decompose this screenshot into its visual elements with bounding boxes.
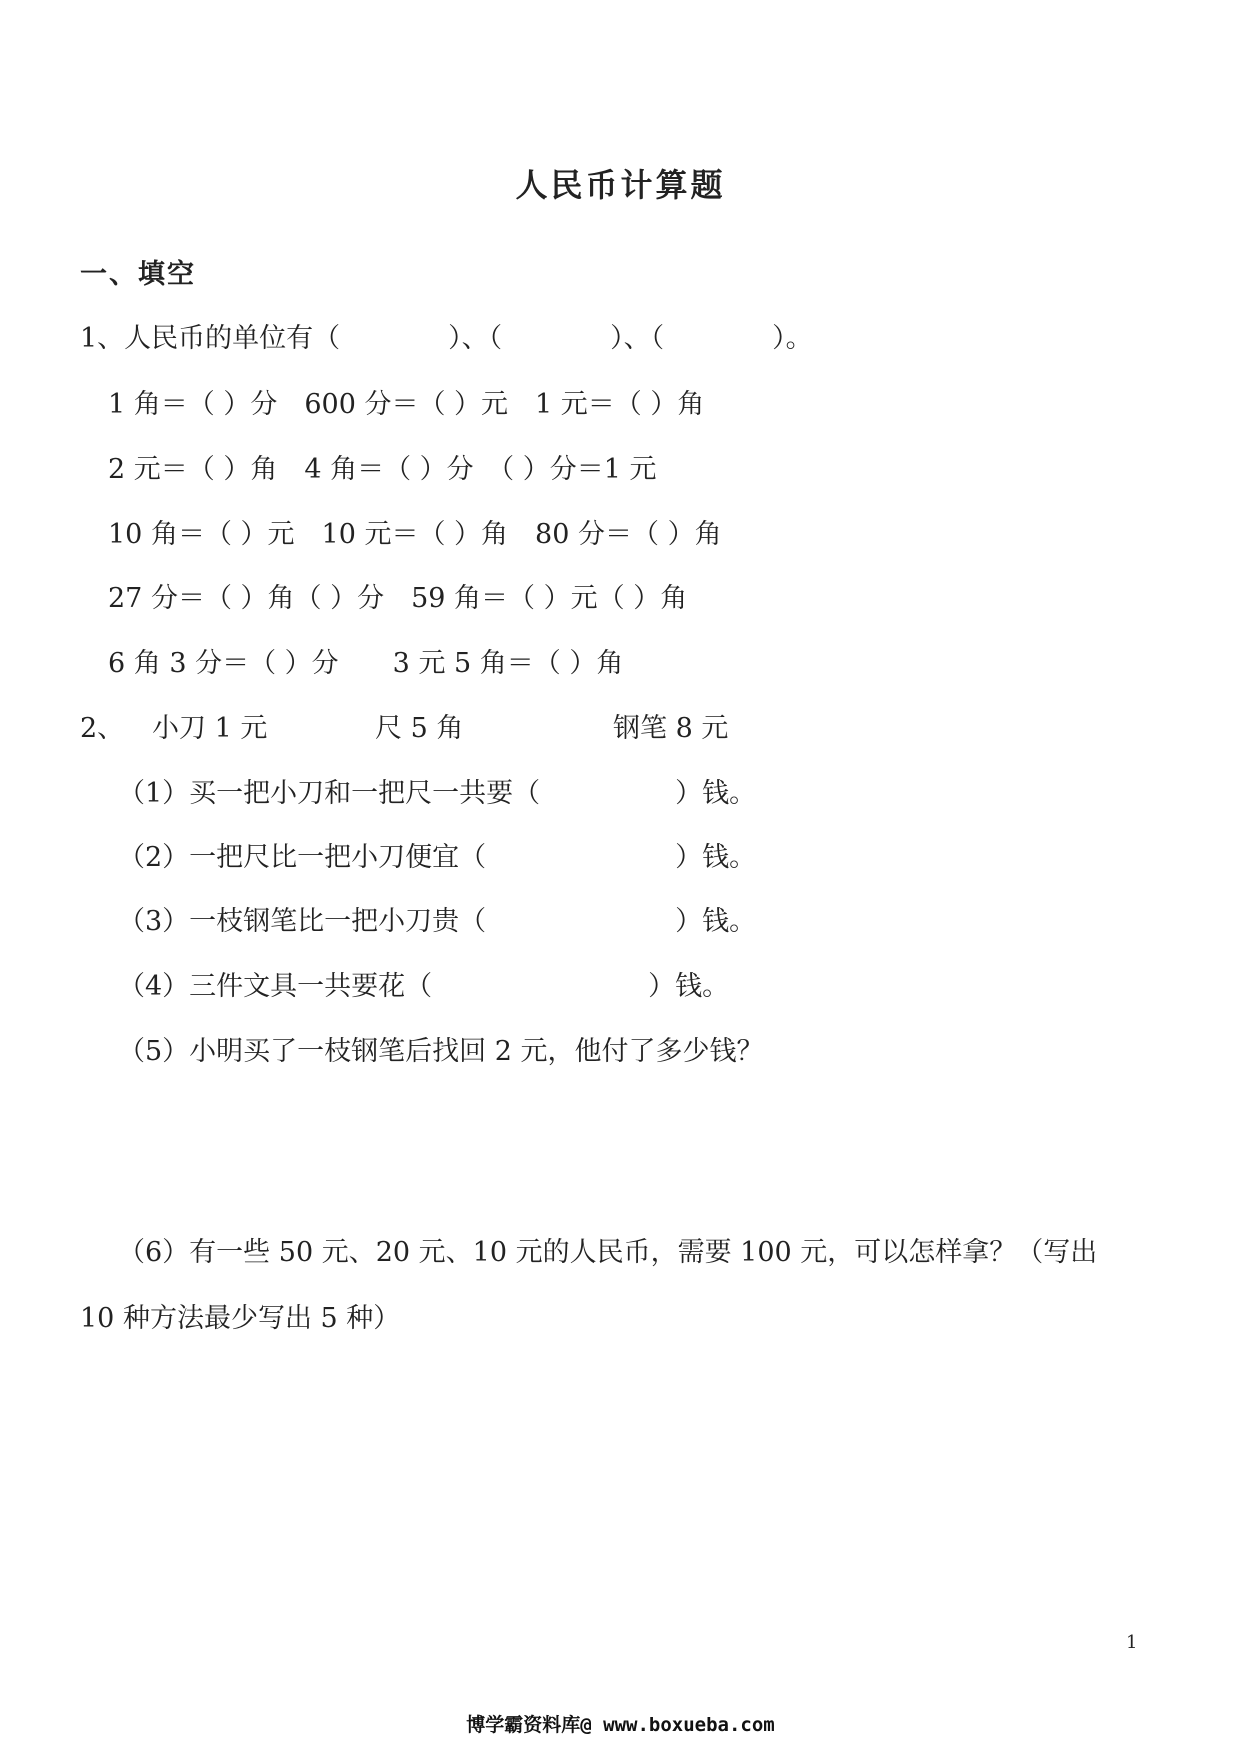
question-2-sub-6-line-1: （6）有一些 50 元、20 元、10 元的人民币，需要 100 元，可以怎样拿？（写出 (118, 1237, 1098, 1268)
question-1-line: 10 角＝（ ）元 10 元＝（ ）角 80 分＝（ ）角 (108, 519, 722, 550)
item-ruler-price: 尺 5 角 (375, 713, 464, 744)
item-pen-price: 钢笔 8 元 (613, 713, 729, 744)
question-1-line: 6 角 3 分＝（ ）分 3 元 5 角＝（ ）角 (108, 648, 624, 679)
question-1-line: 2 元＝（ ）角 4 角＝（ ）分 （ ）分＝1 元 (108, 454, 657, 485)
footer-watermark: 博学霸资料库@ www.boxueba.com (466, 1714, 775, 1736)
item-knife-price: 小刀 1 元 (152, 713, 268, 744)
question-2-number: 2、 (80, 713, 125, 744)
question-2-sub: （3）一枝钢笔比一把小刀贵（ ）钱。 (118, 906, 757, 937)
page-number: 1 (1126, 1632, 1138, 1653)
question-1-stem: 1、人民币的单位有（ ）、（ ）、（ ）。 (80, 323, 813, 354)
question-2-sub: （5）小明买了一枝钢笔后找回 2 元，他付了多少钱？ (118, 1036, 764, 1067)
question-2-sub-6-line-2: 10 种方法最少写出 5 种） (80, 1303, 401, 1334)
question-2-sub: （2）一把尺比一把小刀便宜（ ）钱。 (118, 842, 757, 873)
page-title: 人民币计算题 (515, 166, 726, 204)
question-2-sub: （4）三件文具一共要花（ ）钱。 (118, 971, 730, 1002)
question-2-sub: （1）买一把小刀和一把尺一共要（ ）钱。 (118, 778, 757, 809)
section-heading: 一、填空 (80, 259, 196, 290)
question-1-line: 1 角＝（ ）分 600 分＝（ ）元 1 元＝（ ）角 (108, 389, 705, 420)
question-1-line: 27 分＝（ ）角（ ）分 59 角＝（ ）元（ ）角 (108, 583, 688, 614)
